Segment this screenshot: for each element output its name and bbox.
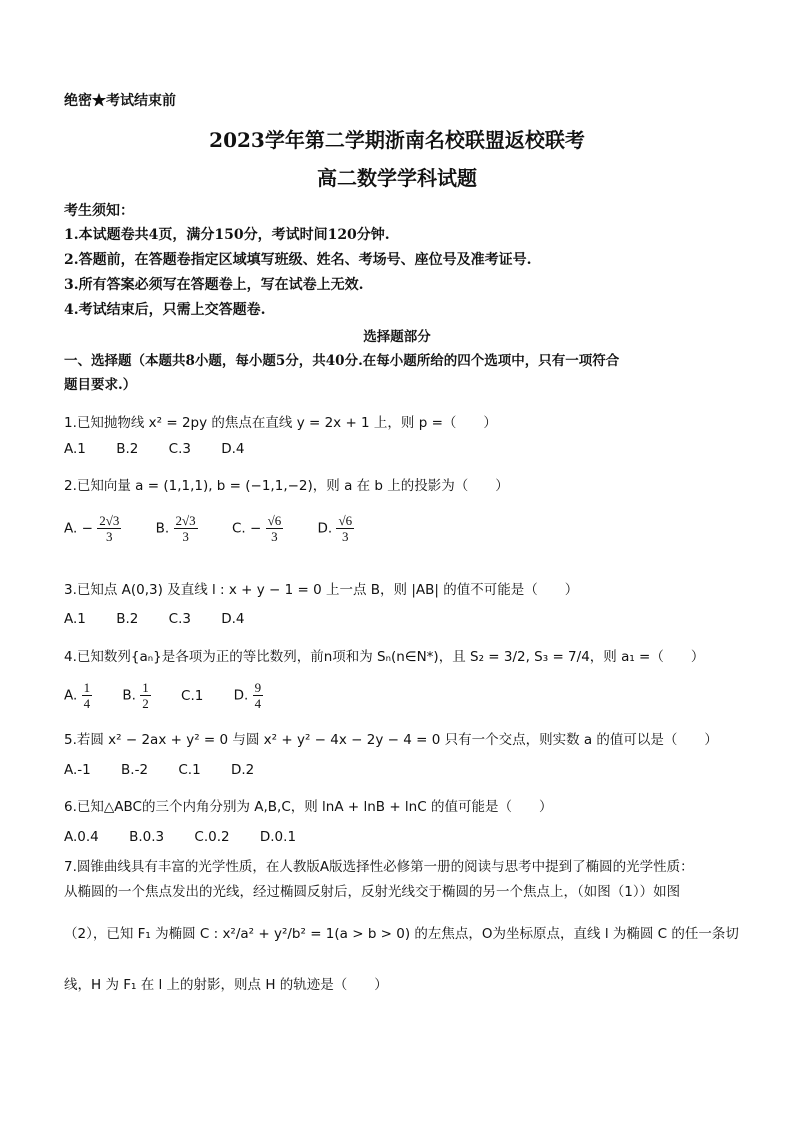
denominator: 4: [254, 696, 262, 711]
exam-subtitle: 高二数学学科试题: [317, 166, 477, 190]
denominator: 3: [271, 529, 278, 544]
option-d-prefix: D.: [317, 520, 333, 537]
option-b: [156, 513, 198, 544]
question-1-stem: 1.已知抛物线 x² = 2py 的焦点在直线 y = 2x + 1 上，则 p =（ ）: [64, 415, 497, 431]
notice-heading: 考生须知：: [64, 203, 134, 219]
option-a-prefix: A.: [64, 687, 78, 704]
option-c: [232, 513, 283, 544]
option-d: [234, 680, 263, 711]
question-5-stem: 5.若圆 x² − 2ax + y² = 0 与圆 x² + y² − 4x − 2y − 4 = 0 只有一个交点，则实数 a 的值可以是（ ）: [64, 732, 718, 748]
question-6-options: [64, 829, 322, 845]
option-c: C.0.2: [194, 829, 230, 845]
fraction: [266, 513, 284, 544]
notice-item: 2.答题前，在答题卷指定区域填写班级、姓名、考场号、座位号及准考证号.: [64, 252, 532, 268]
denominator: 3: [182, 529, 189, 544]
question-6-stem: 6.已知△ABC的三个内角分别为 A,B,C，则 lnA + lnB + lnC 的值可能是（ ）: [64, 799, 553, 815]
denominator: 4: [83, 696, 91, 711]
notice-item: 3.所有答案必须写在答题卷上，写在试卷上无效.: [64, 277, 364, 293]
question-7-line: 从椭圆的一个焦点发出的光线，经过椭圆反射后，反射光线交于椭圆的另一个焦点上，（如图（1））如图: [64, 884, 681, 900]
option-b-prefix: B.: [155, 520, 170, 537]
option-a: [64, 680, 92, 711]
notice-item: 1.本试题卷共4页，满分150分，考试时间120分钟.: [64, 227, 390, 243]
numerator: √6: [267, 513, 282, 528]
fraction: [82, 680, 93, 711]
option-d: D.4: [221, 441, 245, 457]
question-7-line: 线，H 为 F₁ 在 l 上的射影，则点 H 的轨迹是（ ）: [64, 977, 388, 993]
question-2-stem: 2.已知向量 a = (1,1,1), b = (−1,1,−2)，则 a 在 b 上的投影为（ ）: [64, 478, 509, 494]
numerator: 1: [142, 680, 149, 695]
option-b: B.-2: [121, 762, 149, 778]
option-d: [318, 513, 355, 544]
question-3-options: [64, 611, 271, 627]
question-4-stem: 4.已知数列{aₙ}是各项为正的等比数列，前n项和为 Sₙ(n∈N*)，且 S₂ = 3/2, S₃ = 7/4，则 a₁ =（ ）: [64, 649, 705, 665]
option-b-prefix: B.: [122, 687, 136, 704]
section-name: 选择题部分: [363, 329, 431, 345]
fraction: [174, 513, 198, 544]
fraction: [140, 680, 151, 711]
denominator: 3: [342, 529, 349, 544]
question-3-stem: 3.已知点 A(0,3) 及直线 l : x + y − 1 = 0 上一点 B，则 |AB| 的值不可能是（ ）: [64, 582, 579, 598]
fraction: [336, 513, 354, 544]
question-4-options: [64, 680, 263, 711]
numerator: √6: [338, 513, 353, 528]
secret-label: 绝密★考试结束前: [64, 93, 176, 109]
option-b: B.2: [116, 611, 139, 627]
option-b: B.0.3: [129, 829, 165, 845]
numerator: 2√3: [175, 513, 196, 528]
option-d: D.2: [230, 762, 255, 778]
option-a: A.-1: [64, 762, 91, 778]
option-d-prefix: D.: [233, 687, 249, 704]
notice-item: 4.考试结束后，只需上交答题卷.: [64, 302, 266, 318]
option-a: A.1: [64, 441, 86, 457]
question-7-line: 7.圆锥曲线具有丰富的光学性质，在人教版A版选择性必修第一册的阅读与思考中提到了椭圆的光学性质：: [64, 859, 694, 875]
option-c-prefix: C. −: [231, 520, 262, 537]
numerator: 1: [83, 680, 91, 695]
option-c: C.1: [178, 762, 201, 778]
question-1-options: [64, 441, 271, 457]
fraction: [253, 680, 264, 711]
option-b: [122, 680, 150, 711]
fraction: [97, 513, 121, 544]
option-a: A.1: [64, 611, 86, 627]
question-5-options: [64, 762, 280, 778]
option-d: D.4: [221, 611, 245, 627]
section-heading: 一、选择题（本题共8小题，每小题5分，共40分.在每小题所给的四个选项中，只有一项符合: [64, 353, 620, 369]
option-b: B.2: [116, 441, 139, 457]
question-7-line: （2），已知 F₁ 为椭圆 C : x²/a² + y²/b² = 1(a > b > 0) 的左焦点，O为坐标原点，直线 l 为椭圆 C 的任一条切: [64, 926, 739, 942]
option-a: A.0.4: [64, 829, 99, 845]
option-c: C.3: [168, 441, 191, 457]
option-a: [64, 513, 121, 544]
denominator: 3: [106, 529, 113, 544]
section-heading-cont: 题目要求.）: [64, 377, 137, 393]
numerator: 2√3: [99, 513, 120, 528]
exam-title: 2023学年第二学期浙南名校联盟返校联考: [209, 128, 585, 152]
option-c: C.3: [168, 611, 191, 627]
question-2-options: [64, 513, 354, 544]
numerator: 9: [254, 680, 262, 695]
option-d: D.0.1: [259, 829, 297, 845]
option-a-prefix: A. −: [64, 520, 93, 537]
denominator: 2: [142, 696, 149, 711]
option-c: C.1: [181, 687, 204, 704]
